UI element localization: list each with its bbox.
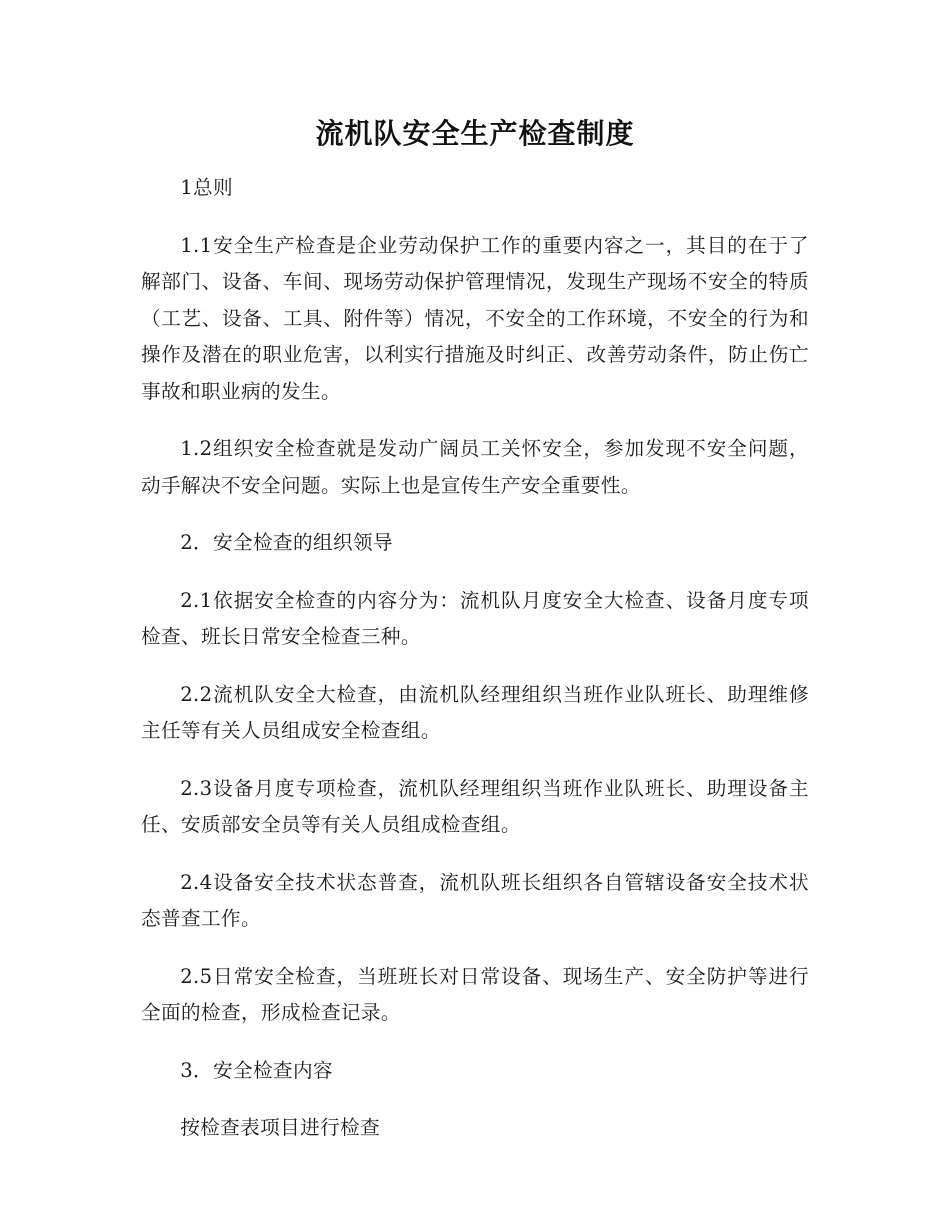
document-title: 流机队安全生产检查制度 bbox=[315, 117, 635, 150]
paragraph-2-2: 2.2流机队安全大检查，由流机队经理组织当班作业队班长、助理维修主任等有关人员组成安全检查组。 bbox=[141, 682, 809, 742]
paragraph-2-5: 2.5日常安全检查，当班班长对日常设备、现场生产、安全防护等进行全面的检查，形成检查记录。 bbox=[141, 964, 809, 1024]
paragraph-2-4: 2.4设备安全技术状态普查，流机队班长组织各自管辖设备安全技术状态普查工作。 bbox=[141, 870, 809, 930]
section-heading-1: 1总则 bbox=[180, 176, 234, 199]
section-heading-2: 2．安全检查的组织领导 bbox=[180, 531, 393, 554]
paragraph-3-body: 按检查表项目进行检查 bbox=[180, 1116, 381, 1139]
paragraph-2-1: 2.1依据安全检查的内容分为：流机队月度安全大检查、设备月度专项检查、班长日常安全检查三种。 bbox=[141, 588, 809, 648]
paragraph-2-3: 2.3设备月度专项检查，流机队经理组织当班作业队班长、助理设备主任、安质部安全员等有关人员组成检查组。 bbox=[141, 776, 809, 836]
paragraph-1-2: 1.2组织安全检查就是发动广阔员工关怀安全，参加发现不安全问题，动手解决不安全问题。实际上也是宣传生产安全重要性。 bbox=[141, 437, 809, 497]
section-heading-3: 3．安全检查内容 bbox=[180, 1058, 334, 1082]
paragraph-1-1: 1.1安全生产检查是企业劳动保护工作的重要内容之一，其目的在于了解部门、设备、车间、现场劳动保护管理情况，发现生产现场不安全的特质（工艺、设备、工具、附件等）情况，不安全的工作环境，不安全的行为和操作及潜在的职业危害，以利实行措施及时纠正、改善劳动条件，防止伤亡事故和职业病的发生。 bbox=[141, 233, 809, 403]
